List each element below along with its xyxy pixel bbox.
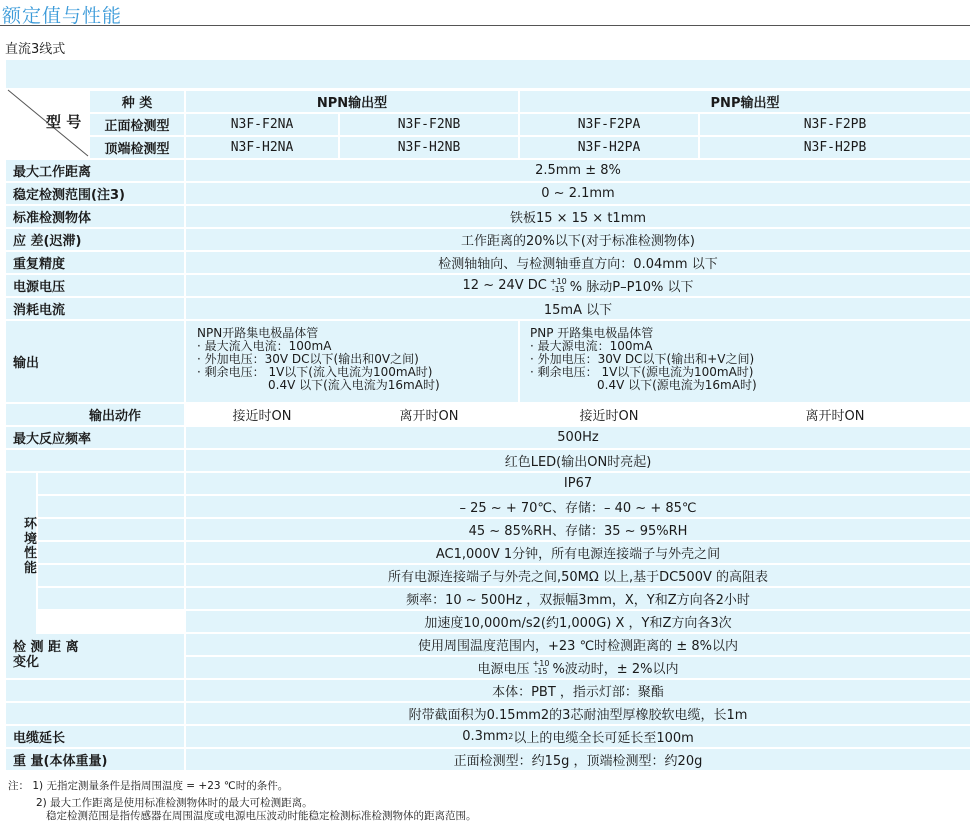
- cable-extension-label: 电缆延长: [6, 726, 184, 747]
- output-action-cell: 接近时ON: [520, 404, 698, 425]
- voltage-influence-tolerance: [533, 660, 550, 676]
- env-sub-label-cell: [38, 588, 184, 609]
- environment-label: 环境性能: [24, 517, 38, 576]
- max-distance-value: 2.5mm ± 8%: [186, 160, 970, 181]
- shock-value: 加速度10,000m/s2(约1,000G) X ，Y和Z方向各3次: [186, 611, 970, 632]
- model-cell: N3F-H2PB: [700, 137, 970, 158]
- npn-output-line: · 外加电压：30V DC以下(输出和0V之间): [197, 352, 419, 366]
- weight-label: 重 量(本体重量): [6, 749, 184, 770]
- tolerance-minus: -15: [534, 666, 548, 676]
- temperature-value: – 25 ~ + 70℃、存储：– 40 ~ + 85℃: [186, 496, 970, 517]
- voltage-influence-suffix: %波动时，± 2%以内: [552, 662, 679, 677]
- npn-output-line: NPN开路集电极晶体管: [197, 326, 319, 340]
- output-action-cell: 接近时ON: [186, 404, 338, 425]
- max-distance-label: 最大工作距离: [6, 160, 184, 181]
- supply-voltage-label: 电源电压: [6, 275, 184, 296]
- tolerance-minus: -15: [551, 284, 565, 294]
- cable-value: 附带截面积为0.15mm2的3芯耐油型厚橡胶软电缆，长1m: [186, 703, 970, 724]
- cable-label-cell: [6, 703, 184, 724]
- npn-output-line: · 剩余电压： 1V以下(流入电流为100mA时): [197, 365, 433, 379]
- pnp-output-line: PNP 开路集电极晶体管: [530, 326, 654, 340]
- section-subtitle: 直流3线式: [5, 42, 66, 57]
- npn-output-spec: [186, 321, 518, 402]
- dielectric-value: AC1,000V 1分钟，所有电源连接端子与外壳之间: [186, 542, 970, 563]
- model-cell: N3F-F2NB: [340, 114, 518, 135]
- page-title: 额定值与性能: [2, 5, 123, 27]
- vibration-value: 频率：10 ~ 500Hz ，双振幅3mm，X，Y和Z方向各2小时: [186, 588, 970, 609]
- cable-extension-suffix: 以上的电缆全长可延长至100m: [513, 731, 694, 746]
- supply-voltage-value: [186, 275, 970, 296]
- model-cell: N3F-F2PA: [520, 114, 698, 135]
- distance-change-label: [6, 634, 184, 678]
- table-top-band: [6, 60, 970, 88]
- env-sub-label-cell: [38, 519, 184, 540]
- max-frequency-value: 500Hz: [186, 427, 970, 448]
- pnp-output-header: PNP输出型: [520, 91, 970, 112]
- repeat-accuracy-label: 重复精度: [6, 252, 184, 273]
- material-label-cell: [6, 680, 184, 701]
- tolerance-plus: +10: [532, 658, 550, 668]
- output-action-cell: 离开时ON: [700, 404, 970, 425]
- supply-voltage-tolerance: [550, 278, 567, 294]
- current-consumption-label: 消耗电流: [6, 298, 184, 319]
- header-category-label: 种 类: [90, 91, 184, 112]
- pnp-output-line: · 外加电压：30V DC以下(输出和+V之间): [530, 352, 755, 366]
- env-sub-label-cell: [38, 542, 184, 563]
- weight-value: 正面检测型：约15g ，顶端检测型：约20g: [186, 749, 970, 770]
- title-rule: [0, 25, 970, 26]
- npn-output-line: · 最大流入电流：100mA: [197, 339, 332, 353]
- output-action-label: 输出动作: [6, 404, 184, 425]
- env-sub-label-cell: [38, 565, 184, 586]
- indicator-label-cell: [6, 450, 184, 471]
- header-model-label: 型 号: [46, 113, 82, 131]
- pnp-output-spec: [520, 321, 970, 402]
- cable-extension-prefix: 0.3mm: [462, 729, 509, 744]
- indicator-value: 红色LED(输出ON时亮起): [186, 450, 970, 471]
- temp-influence-value: 使用周围温度范围内，+23 ℃时检测距离的 ± 8%以内: [186, 634, 970, 655]
- pnp-output-line: 0.4V 以下(源电流为16mA时): [597, 378, 757, 392]
- model-cell: N3F-H2PA: [520, 137, 698, 158]
- hysteresis-label: 应 差(迟滞): [6, 229, 184, 250]
- model-cell: N3F-H2NA: [186, 137, 338, 158]
- pnp-output-line: · 最大源电流：100mA: [530, 339, 653, 353]
- env-sub-label-cell: [38, 496, 184, 517]
- npn-output-line: 0.4V 以下(流入电流为16mA时): [268, 378, 440, 392]
- insulation-value: 所有电源连接端子与外壳之间,50MΩ 以上,基于DC500V 的高阻表: [186, 565, 970, 586]
- supply-voltage-range: 12 ~ 24V DC: [462, 278, 547, 293]
- tolerance-plus: +10: [549, 276, 567, 286]
- distance-change-label-line: 变化: [13, 655, 40, 670]
- output-action-cell: 离开时ON: [340, 404, 518, 425]
- max-frequency-label: 最大反应频率: [6, 427, 184, 448]
- voltage-influence-prefix: 电源电压: [477, 662, 530, 677]
- cable-extension-sup: 2: [508, 732, 514, 741]
- humidity-value: 45 ~ 85%RH、存储：35 ~ 95%RH: [186, 519, 970, 540]
- protection-value: IP67: [186, 473, 970, 494]
- pnp-output-line: · 剩余电压： 1V以下(源电流为100mA时): [530, 365, 754, 379]
- material-value: 本体：PBT ，指示灯部：聚酯: [186, 680, 970, 701]
- footnote: 2) 最大工作距离是使用标准检测物体时的最大可检测距离。: [36, 796, 313, 809]
- output-label: 输出: [6, 321, 184, 402]
- footnote: 注： 1) 无指定测量条件是指周围温度 = +23 ℃时的条件。: [8, 780, 289, 792]
- hysteresis-value: 工作距离的20%以下(对于标准检测物体): [186, 229, 970, 250]
- model-cell: N3F-H2NB: [340, 137, 518, 158]
- voltage-influence-value: [186, 657, 970, 678]
- npn-output-header: NPN输出型: [186, 91, 518, 112]
- standard-object-value: 铁板15 × 15 × t1mm: [186, 206, 970, 227]
- footnote: 稳定检测范围是指传感器在周围温度或电源电压波动时能稳定检测标准检测物体的距离范围。: [46, 810, 477, 822]
- model-cell: N3F-F2NA: [186, 114, 338, 135]
- cable-extension-value: [186, 726, 970, 747]
- front-detection-label: 正面检测型: [90, 114, 184, 135]
- distance-change-label-line: 检 测 距 离: [13, 640, 79, 655]
- footnotes: [8, 780, 477, 824]
- top-detection-label: 顶端检测型: [90, 137, 184, 158]
- stable-range-value: 0 ~ 2.1mm: [186, 183, 970, 204]
- current-consumption-value: 15mA 以下: [186, 298, 970, 319]
- repeat-accuracy-value: 检测轴轴向、与检测轴垂直方向：0.04mm 以下: [186, 252, 970, 273]
- standard-object-label: 标准检测物体: [6, 206, 184, 227]
- spec-table: [6, 60, 970, 773]
- env-sub-label-cell: [38, 473, 184, 494]
- model-cell: N3F-F2PB: [700, 114, 970, 135]
- stable-range-label: 稳定检测范围(注3): [6, 183, 184, 204]
- supply-voltage-ripple: % 脉动P–P10% 以下: [569, 280, 694, 295]
